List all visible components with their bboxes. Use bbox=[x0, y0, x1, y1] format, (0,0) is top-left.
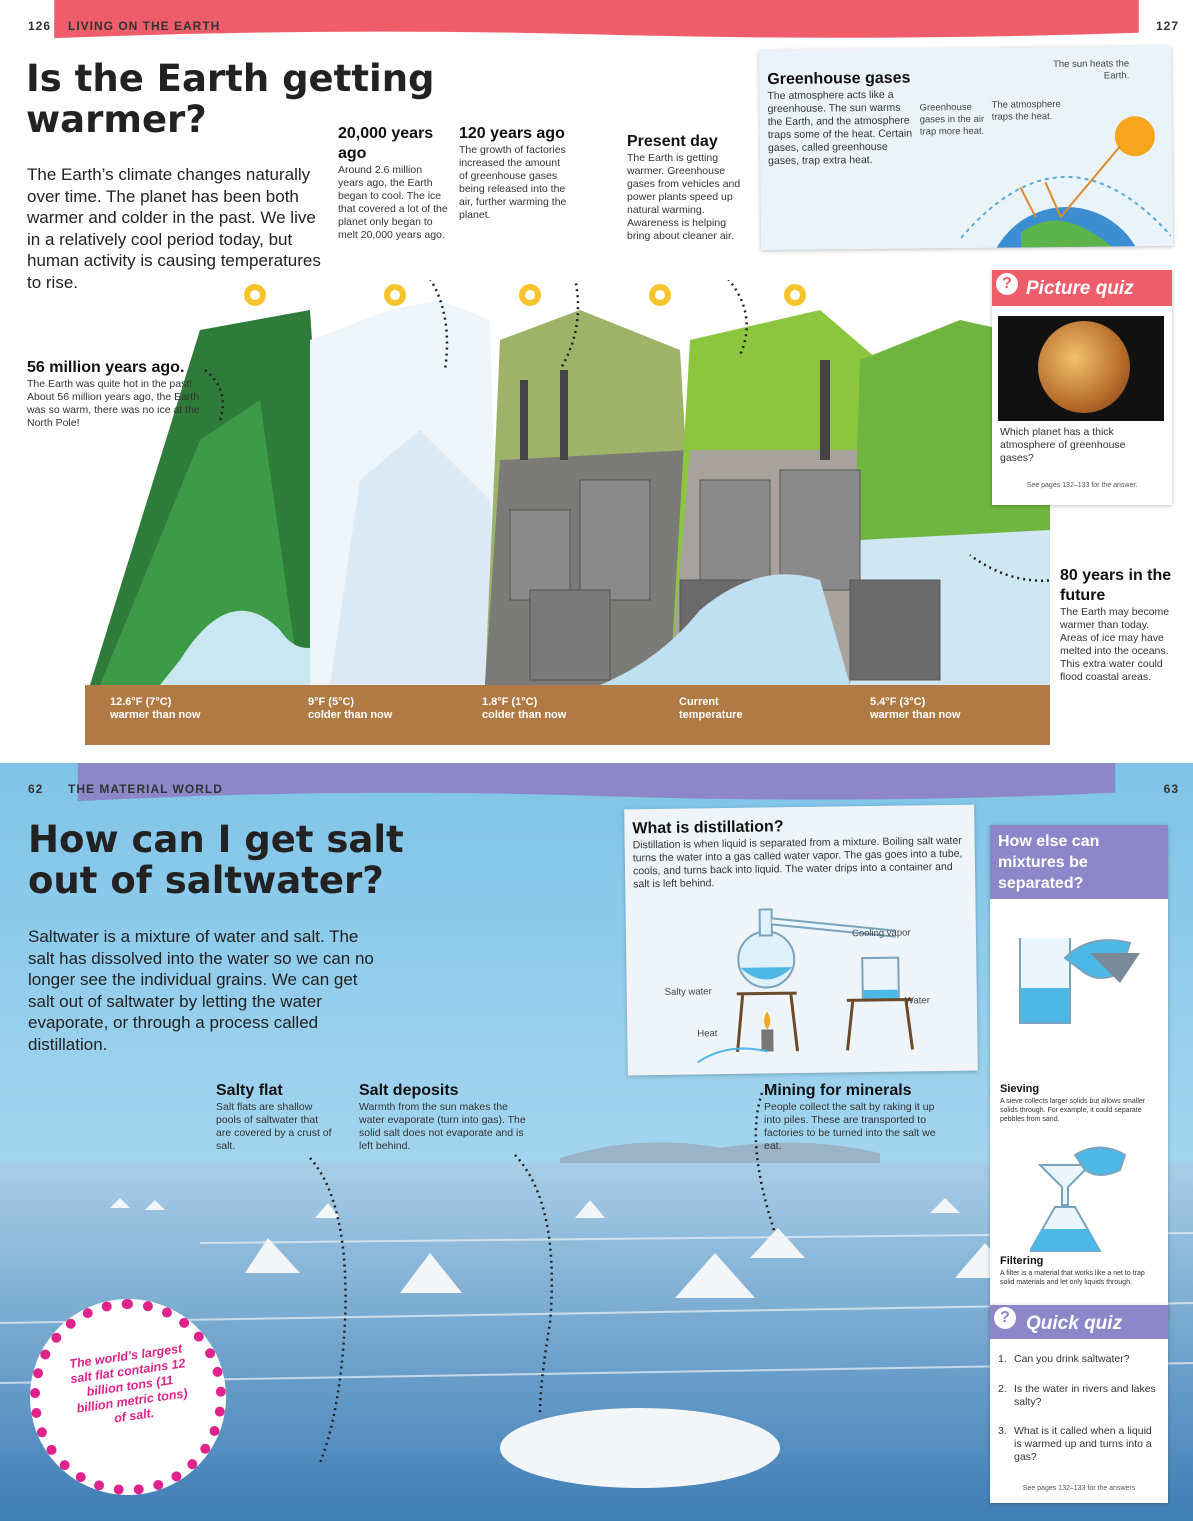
label-sun-heats: The sun heats the Earth. bbox=[1053, 58, 1130, 82]
mixtures-heading: How else can mixtures be separated? bbox=[998, 833, 1100, 892]
page-number-left: 62 bbox=[28, 782, 44, 796]
question-icon: ? bbox=[994, 1307, 1016, 1329]
page-title: How can I get salt out of saltwater? bbox=[28, 818, 404, 903]
page-title: Is the Earth getting warmer? bbox=[26, 57, 435, 142]
label-greenhouse-gases: Greenhouse gases in the air trap more heat. bbox=[919, 101, 985, 138]
label-salty-water: Salty water bbox=[664, 986, 712, 998]
sieving-body: A sieve collects larger solids but allows smaller solids through. For example, it could separate pebbles from sand. bbox=[1000, 1098, 1146, 1123]
temperature-label: Current temperature bbox=[679, 696, 743, 721]
picture-quiz-panel bbox=[992, 270, 1172, 505]
mixtures-panel bbox=[990, 825, 1168, 1319]
sun-icon bbox=[1115, 116, 1155, 156]
label-cooling-vapor: Cooling vapor bbox=[851, 927, 911, 940]
question-icon: ? bbox=[996, 273, 1018, 295]
sun-icon bbox=[247, 287, 803, 303]
filtering-body: A filter is a material that works like a net to trap solid materials and let only liquids through. bbox=[1000, 1270, 1145, 1286]
salt-fact-badge: The world’s largest salt flat contains 12 billion tons (11 billion metric tons) of salt. bbox=[30, 1299, 226, 1495]
quick-quiz-note: See pages 132–133 for the answers bbox=[1022, 1485, 1136, 1492]
distillation-body: Distillation is when liquid is separated from a mixture. Boiling salt water turns the water into a gas called water vapor. The gas goes into a tube, cools, and turns back into liquid. The water drips into a container and salt is left behind. bbox=[632, 834, 963, 891]
caption-salty-flat: Salty flat Salt flats are shallow pools of saltwater that are covered by a crust of salt. bbox=[216, 1082, 332, 1152]
page-number-right: 63 bbox=[1163, 782, 1179, 796]
section-title: THE MATERIAL WORLD bbox=[68, 782, 223, 796]
distillation-apparatus-icon bbox=[685, 899, 967, 1071]
picture-quiz-note: See pages 132–133 for the answer. bbox=[1026, 482, 1138, 489]
page-number-left: 126 bbox=[28, 19, 52, 33]
temperature-label: 9°F (5°C) colder than now bbox=[308, 696, 393, 721]
venus-planet-icon bbox=[998, 316, 1164, 421]
greenhouse-gases-panel bbox=[759, 46, 1173, 250]
temperature-label: 1.8°F (1°C) colder than now bbox=[482, 696, 567, 721]
bottom-spread bbox=[0, 763, 1193, 1521]
quiz-question: 2. Is the water in rivers and lakes salty? bbox=[998, 1383, 1156, 1408]
temperature-label: 5.4°F (3°C) warmer than now bbox=[870, 696, 961, 721]
distillation-panel bbox=[624, 805, 978, 1076]
caption-56-million-years: 56 million years ago. The Earth was quite hot in the past! About 56 million years ago, the Earth was so warm, there was no ice at the North Pole! bbox=[27, 359, 200, 429]
caption-20000-years: 20,000 years ago Around 2.6 million years ago, the Earth began to cool. The ice that covered a lot of the planet only began to melt 20,000 years ago. bbox=[338, 125, 448, 241]
greenhouse-heading: Greenhouse gases bbox=[767, 69, 911, 89]
caption-120-years: 120 years ago The growth of factories increased the amount of greenhouse gases being released into the air, further warming the planet. bbox=[459, 125, 567, 221]
distillation-heading: What is distillation? bbox=[632, 818, 784, 838]
filtering-title: Filtering bbox=[1000, 1255, 1044, 1267]
quick-quiz-panel bbox=[990, 1305, 1168, 1503]
beaker-icon bbox=[1010, 913, 1150, 1033]
caption-mining-minerals: Mining for minerals People collect the salt by raking it up into piles. These are transported to factories to be turned into the salt we eat. bbox=[764, 1082, 936, 1152]
greenhouse-body: The atmosphere acts like a greenhouse. The sun warms the Earth, and the atmosphere traps some of the heat. Certain gases, called greenhouse gases, trap extra heat. bbox=[767, 88, 913, 168]
page-number-right: 127 bbox=[1155, 19, 1179, 33]
quiz-question: 1. Can you drink saltwater? bbox=[998, 1353, 1130, 1365]
section-title: LIVING ON THE EARTH bbox=[68, 19, 221, 33]
label-water: Water bbox=[904, 995, 930, 1007]
quick-quiz-title: Quick quiz bbox=[1026, 1313, 1123, 1334]
caption-80-years-future: 80 years in the future The Earth may become warmer than today. Areas of ice may have melted into the oceans. This extra water could flood coastal areas. bbox=[1060, 567, 1172, 683]
intro-paragraph: Saltwater is a mixture of water and salt. The salt has dissolved into the water so we can no longer see the individual grains. We can get salt out of saltwater by letting the water evaporate, or through a process called distillation. bbox=[28, 927, 374, 1054]
picture-quiz-question: Which planet has a thick atmosphere of greenhouse gases? bbox=[1000, 426, 1126, 464]
climate-timeline-illustration bbox=[60, 280, 1050, 750]
temperature-label: 12.6°F (7°C) warmer than now bbox=[110, 696, 201, 721]
label-atmosphere-traps: The atmosphere traps the heat. bbox=[991, 99, 1061, 123]
quiz-question: 3. What is it called when a liquid is warmed up and turns into a gas? bbox=[998, 1425, 1152, 1463]
label-heat: Heat bbox=[697, 1028, 718, 1040]
sieving-title: Sieving bbox=[1000, 1083, 1040, 1095]
flask-icon bbox=[1030, 1145, 1140, 1255]
intro-paragraph: The Earth’s climate changes naturally over time. The planet has been both warmer and colder in the past. We live in a relatively cool period today, but human activity is causing temperatures to rise. bbox=[27, 165, 321, 292]
picture-quiz-title: Picture quiz bbox=[1026, 278, 1134, 299]
top-spread bbox=[0, 0, 1193, 760]
caption-salt-deposits: Salt deposits Warmth from the sun makes the water evaporate (turn into gas). The solid salt does not evaporate and is left behind. bbox=[359, 1082, 526, 1152]
caption-present-day: Present day The Earth is getting warmer. Greenhouse gases from vehicles and power plants speed up natural warming. Awareness is helping bring about cleaner air. bbox=[627, 133, 741, 242]
